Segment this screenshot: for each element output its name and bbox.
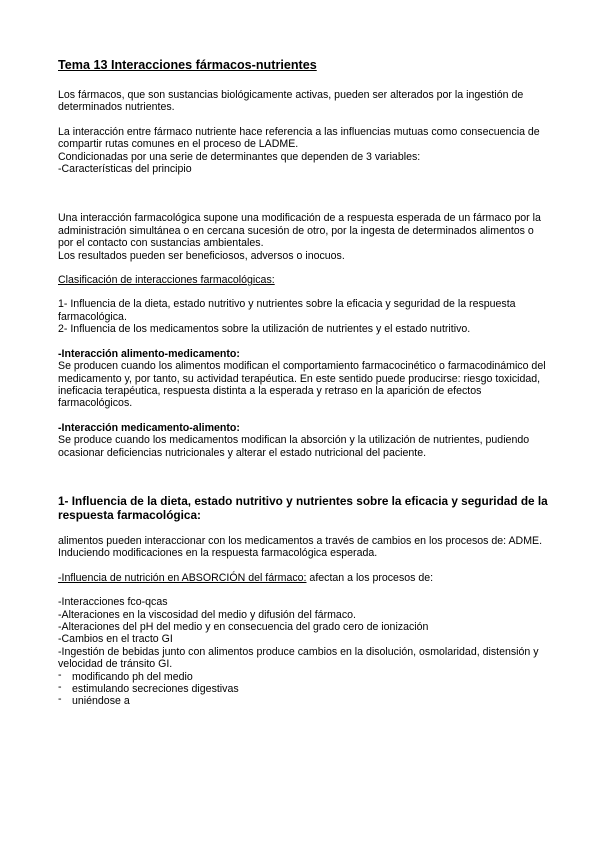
characteristics-line: -Características del principio (58, 163, 192, 176)
absorption-item-3: -Alteraciones del pH del medio y en consecuencia del grado cero de ionización (58, 620, 429, 633)
absorption-sub-list (58, 671, 550, 708)
drug-food-text: Se produce cuando los medicamentos modifican la absorción y la utilización de nutrientes, pudiendo ocasionar deficiencias nutricionales y alterar el estado nutricional del paciente. (58, 434, 530, 459)
document-title: Tema 13 Interacciones fármacos-nutrientes (58, 58, 317, 72)
section1-heading: 1- Influencia de la dieta, estado nutritivo y nutrientes sobre la eficacia y seguridad de la respuesta farmacológica: (58, 493, 548, 523)
food-drug-heading: -Interacción alimento-medicamento: (58, 347, 240, 360)
classification-item-2: 2- Influencia de los medicamentos sobre la utilización de nutrientes y el estado nutritivo. (58, 323, 471, 336)
absorption-heading-underlined: -Influencia de nutrición en ABSORCIÓN del fármaco: (58, 571, 307, 584)
list-item: ‐ uniéndose a (58, 695, 550, 707)
results-line: Los resultados pueden ser beneficiosos, adversos o inocuos. (58, 249, 345, 262)
classification-item-1: 1- Influencia de la dieta, estado nutritivo y nutrientes sobre la eficacia y seguridad de la respuesta farmacológica. (58, 298, 516, 323)
classification-heading: Clasificación de interacciones farmacológicas: (58, 274, 275, 287)
absorption-heading (58, 572, 550, 584)
absorption-heading-rest: afectan a los procesos de: (306, 571, 434, 584)
drug-food-heading: -Interacción medicamento-alimento: (58, 421, 240, 434)
absorption-item-5: -Ingestión de bebidas junto con alimentos produce cambios en la disolución, osmolaridad, distensión y velocidad de tránsito GI. (58, 645, 539, 671)
absorption-item-1: -Interacciones fco-qcas (58, 596, 168, 609)
intro-paragraph: Los fármacos, que son sustancias biológicamente activas, pueden ser alterados por la ingestión de determinados nutrientes. (58, 89, 524, 114)
section1-line-1: alimentos pueden interaccionar con los medicamentos a través de cambios en los procesos de: ADME. (58, 534, 543, 547)
list-item: ‐ modificando ph del medio (58, 671, 550, 683)
absorption-item-4: -Cambios en el tracto GI (58, 633, 173, 646)
determinants-line: Condicionadas por una serie de determinantes que dependen de 3 variables: (58, 150, 421, 163)
food-drug-text: Se producen cuando los alimentos modifican el comportamiento farmacocinético o farmacodinámico del medicamento y, por tanto, su actividad terapéutica. En este sentido puede producirse: riesgo toxicidad, ineficacia terapéutica, respuesta distinta a la esperada y retraso en la aparición de efectos farmacológicos. (58, 360, 546, 410)
pharma-interaction-paragraph: Una interacción farmacológica supone una modificación de a respuesta esperada de un fármaco por la administración simultánea o en cercana sucesión de otro, por la ingesta de determinados alimentos o por el contacto con sustancias ambientales. (58, 212, 541, 250)
list-item: ‐ estimulando secreciones digestivas (58, 683, 550, 695)
interaction-definition: La interacción entre fármaco nutriente hace referencia a las influencias mutuas como consecuencia de compartir rutas comunes en el proceso de LADME. (58, 125, 540, 151)
section1-line-2: Induciendo modificaciones en la respuesta farmacológica esperada. (58, 547, 378, 560)
absorption-item-2: -Alteraciones en la viscosidad del medio y difusión del fármaco. (58, 608, 356, 621)
